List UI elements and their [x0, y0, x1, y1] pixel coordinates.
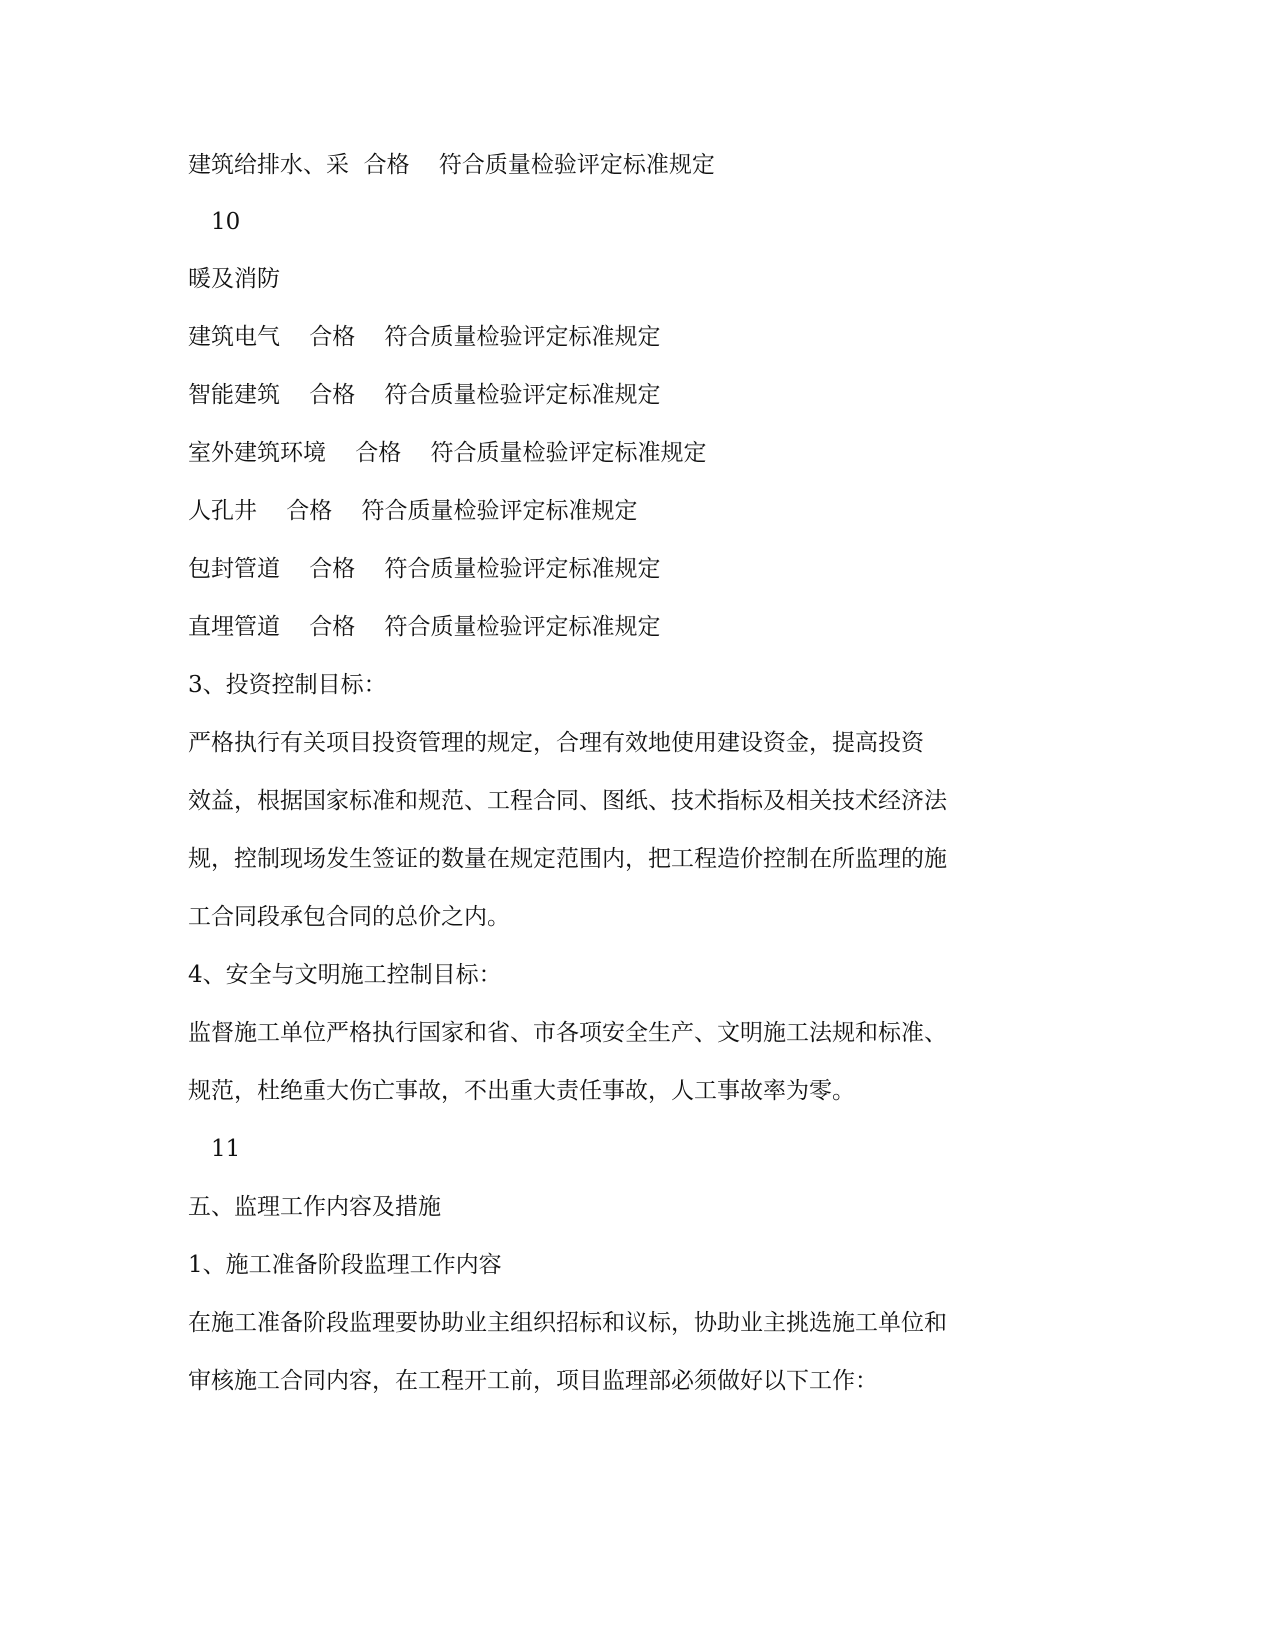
chapter-heading: 五、监理工作内容及措施: [188, 1194, 441, 1220]
section-heading-safety-control: 4、安全与文明施工控制目标：: [188, 962, 502, 988]
paragraph-line: 规范，杜绝重大伤亡事故，不出重大责任事故，人工事故率为零。: [188, 1078, 855, 1104]
paragraph-line: 严格执行有关项目投资管理的规定，合理有效地使用建设资金，提高投资: [188, 730, 924, 756]
paragraph-line: 在施工准备阶段监理要协助业主组织招标和议标，协助业主挑选施工单位和: [188, 1310, 947, 1336]
table-row-plumbing: 建筑给排水、采 合格 符合质量检验评定标准规定: [188, 152, 715, 178]
section-heading-investment-control: 3、投资控制目标：: [188, 672, 387, 698]
paragraph-line: 规，控制现场发生签证的数量在规定范围内，把工程造价控制在所监理的施: [188, 846, 947, 872]
paragraph-line: 工合同段承包合同的总价之内。: [188, 904, 510, 930]
paragraph-line: 效益，根据国家标准和规范、工程合同、图纸、技术指标及相关技术经济法: [188, 788, 947, 814]
table-row-plumbing-continued: 暖及消防: [188, 266, 280, 292]
table-row-encased-pipe: 包封管道 合格 符合质量检验评定标准规定: [188, 556, 661, 582]
paragraph-line: 监督施工单位严格执行国家和省、市各项安全生产、文明施工法规和标准、: [188, 1020, 947, 1046]
page-number: 11: [211, 1136, 241, 1162]
table-row-outdoor-environment: 室外建筑环境 合格 符合质量检验评定标准规定: [188, 440, 707, 466]
page-number: 10: [211, 209, 241, 235]
table-row-electrical: 建筑电气 合格 符合质量检验评定标准规定: [188, 324, 661, 350]
table-row-buried-pipe: 直埋管道 合格 符合质量检验评定标准规定: [188, 614, 661, 640]
section-heading-preparation: 1、施工准备阶段监理工作内容: [188, 1252, 502, 1278]
table-row-manhole: 人孔井 合格 符合质量检验评定标准规定: [188, 498, 638, 524]
paragraph-line: 审核施工合同内容，在工程开工前，项目监理部必须做好以下工作：: [188, 1368, 878, 1394]
table-row-intelligent-building: 智能建筑 合格 符合质量检验评定标准规定: [188, 382, 661, 408]
